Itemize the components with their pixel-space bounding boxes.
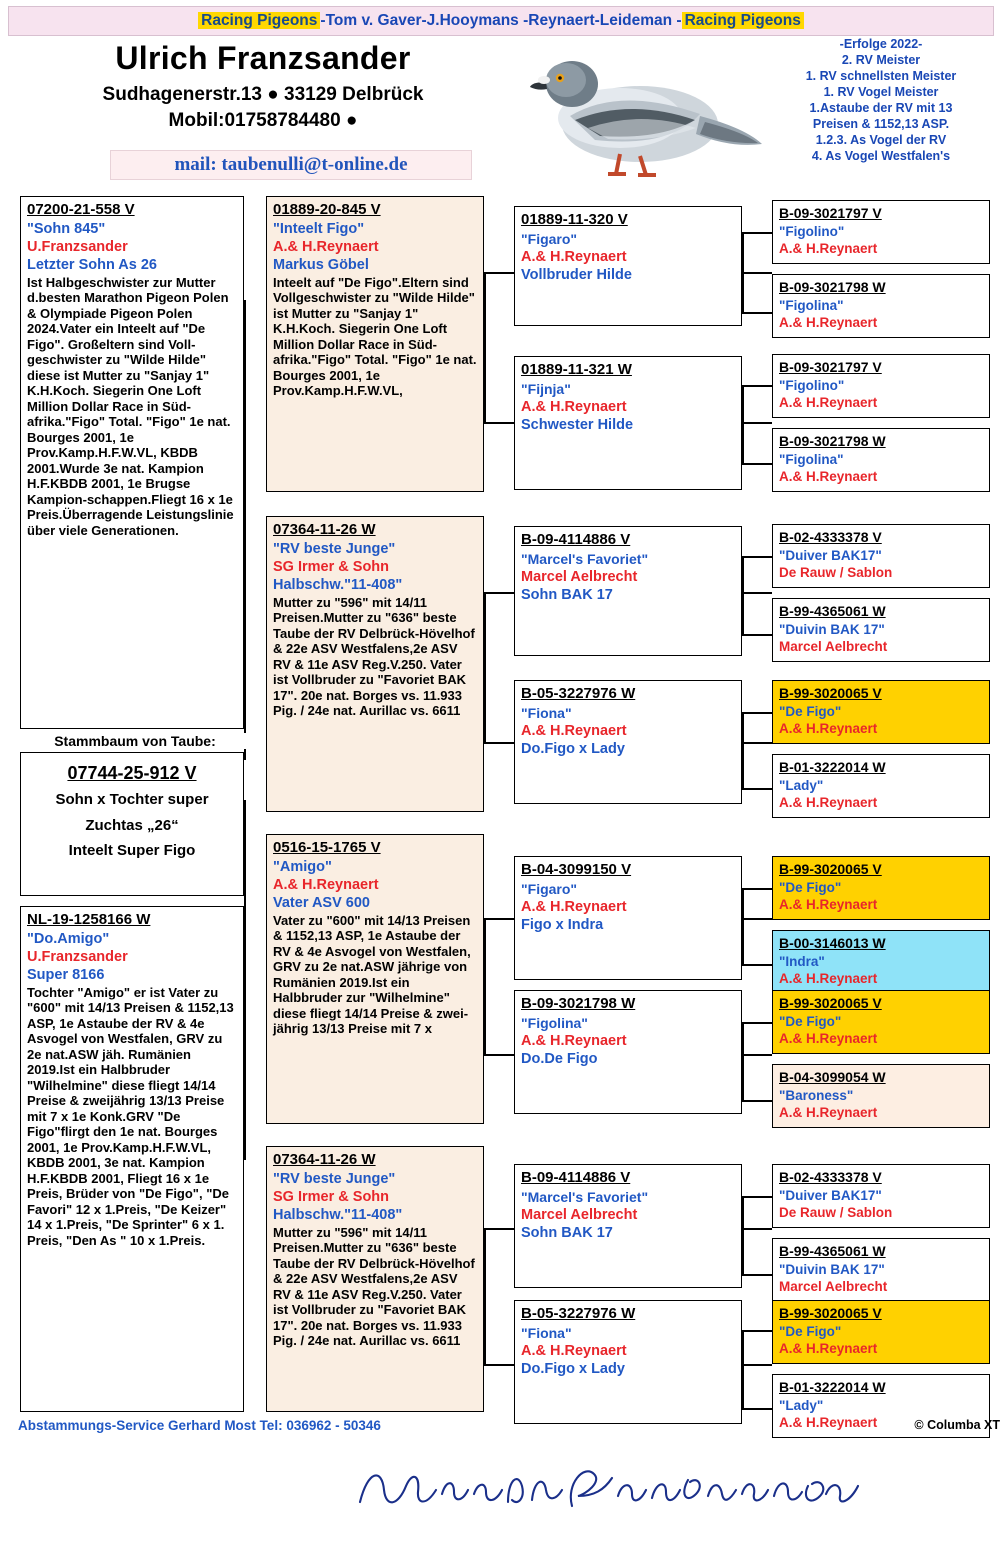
- pigeon-name: "Lady": [779, 1398, 824, 1413]
- pigeon-subtitle: Vollbruder Hilde: [521, 267, 632, 283]
- ring-number: B-02-4333378 V: [779, 529, 882, 545]
- achievement-3: 1. RV Vogel Meister: [823, 85, 939, 99]
- pigeon-owner: A.& H.Reynaert: [273, 877, 379, 893]
- achievement-2: 1. RV schnellsten Meister: [805, 69, 957, 83]
- ring-number: B-09-4114886 V: [521, 1169, 631, 1186]
- ring-number: B-04-3099054 W: [779, 1069, 886, 1085]
- connector: [742, 385, 744, 463]
- pigeon-description: Tochter "Amigo" er ist Vater zu "600" mit 14/13 Preisen & 1152,13 ASP, 1e Astaube der RV & 4e Asvogel von Westfalen, GRV zu 2e nat.ASW jäh. Rumänien 2019.Ist ein Halbbruder "Wilhelmine" diese fliegt 14/14 Preise & zweijährig 13/13 Preise mit 7 x 1e Konk.GRV "De Figo"flirgt den 1e nat. Bourges 2001, 1e Prov.Kamp.H.F.W.VL, KBDB 2001, 3e nat. Kampion H.F.KBDB 2001, Fliegt 16 x 1e Preis, Brüder von "De Figo", "De Favori" 12 x 1.Preis, "De Keizer" 14 x 1.Preis, "De Sprinter" 6 x 1. Preis, "Den As " 10 x 1.Preis.: [27, 985, 234, 1248]
- pigeon-owner: Marcel Aelbrecht: [779, 1279, 888, 1294]
- pedigree-box-g4-11[interactable]: [772, 990, 990, 1054]
- connector: [742, 463, 772, 465]
- pigeon-name: "Sohn 845": [27, 221, 106, 237]
- ring-number: 01889-11-321 W: [521, 361, 632, 378]
- pedigree-box-g3-2[interactable]: [514, 356, 742, 490]
- pigeon-owner: De Rauw / Sablon: [779, 565, 893, 580]
- ring-number: 01889-20-845 V: [273, 201, 381, 218]
- footer-service: Abstammungs-Service Gerhard Most Tel: 036962 - 50346: [18, 1418, 381, 1433]
- pigeon-owner: Marcel Aelbrecht: [521, 569, 638, 585]
- stammbaum-label: Stammbaum von Taube:: [20, 733, 250, 749]
- pedigree-box-g4-12[interactable]: [772, 1064, 990, 1128]
- pedigree-box-g2-1[interactable]: [266, 196, 484, 492]
- pigeon-name: "Duivin BAK 17": [779, 622, 885, 637]
- pedigree-box-g4-4[interactable]: [772, 428, 990, 492]
- signature: [350, 1450, 870, 1530]
- top-banner-text: [198, 12, 804, 30]
- top-banner: [8, 6, 994, 36]
- pigeon-name: "Figolina": [779, 298, 844, 313]
- connector: [742, 1022, 744, 1100]
- pigeon-subtitle: Markus Göbel: [273, 257, 369, 273]
- pedigree-box-g3-7[interactable]: [514, 1164, 742, 1288]
- pigeon-owner: A.& H.Reynaert: [521, 723, 627, 739]
- pigeon-name: "Inteelt Figo": [273, 221, 365, 237]
- pigeon-name: "De Figo": [779, 880, 842, 895]
- pedigree-box-g2-2[interactable]: [266, 516, 484, 812]
- connector: [484, 592, 514, 594]
- pedigree-box-g3-6[interactable]: [514, 990, 742, 1114]
- connector: [742, 232, 772, 234]
- connector: [742, 888, 772, 890]
- pigeon-owner: SG Irmer & Sohn: [273, 1189, 390, 1205]
- ring-number: B-99-3020065 V: [779, 861, 882, 877]
- pigeon-owner: A.& H.Reynaert: [779, 1105, 878, 1120]
- connector: [742, 592, 772, 594]
- pigeon-subtitle: Figo x Indra: [521, 917, 604, 933]
- pigeon-name: "Figaro": [521, 881, 578, 897]
- pedigree-box-g2-3[interactable]: [266, 834, 484, 1124]
- top-banner-middle: -Tom v. Gaver-J.Hooymans -Reynaert-Leideman -: [320, 12, 682, 29]
- connector: [742, 1022, 772, 1024]
- subject-line3: Inteelt Super Figo: [68, 842, 196, 859]
- connector: [742, 1100, 772, 1102]
- ring-number: B-99-3020065 V: [779, 995, 882, 1011]
- connector: [742, 1330, 744, 1408]
- connector: [742, 1196, 772, 1198]
- ring-number: B-05-3227976 W: [521, 685, 636, 702]
- ring-number: B-00-3146013 W: [779, 935, 886, 951]
- pigeon-subtitle: Letzter Sohn As 26: [27, 257, 157, 273]
- pigeon-owner: A.& H.Reynaert: [779, 1341, 878, 1356]
- pedigree-box-g3-1[interactable]: [514, 206, 742, 326]
- pigeon-owner: A.& H.Reynaert: [779, 971, 878, 986]
- pigeon-owner: A.& H.Reynaert: [521, 399, 627, 415]
- pigeon-subtitle: Super 8166: [27, 967, 105, 983]
- pigeon-name: "Marcel's Favoriet": [521, 1189, 649, 1205]
- pigeon-name: "Lady": [779, 778, 824, 793]
- connector: [742, 788, 772, 790]
- connector: [484, 918, 486, 1054]
- pigeon-owner: A.& H.Reynaert: [779, 721, 878, 736]
- connector: [244, 300, 246, 760]
- ring-number: B-04-3099150 V: [521, 861, 632, 878]
- ring-number: 07364-11-26 W: [273, 521, 376, 538]
- pigeon-owner: A.& H.Reynaert: [521, 1343, 627, 1359]
- achievement-4: 1.Astaube der RV mit 13: [809, 101, 953, 115]
- connector: [484, 272, 514, 274]
- connector: [742, 634, 772, 636]
- ring-number: B-09-3021797 V: [779, 359, 882, 375]
- connector: [742, 712, 772, 714]
- pedigree-box-g4-2[interactable]: [772, 274, 990, 338]
- achievements-list: [770, 36, 992, 164]
- subject-line1: Sohn x Tochter super: [55, 791, 209, 808]
- connector: [742, 232, 744, 312]
- pigeon-description: Mutter zu "596" mit 14/11 Preisen.Mutter zu "636" beste Taube der RV Delbrück-Hövelhof & 22e ASV Westfalens,2e ASV RV & 11e ASV Reg.V.250. Vater ist Vollbruder zu "Favoriet BAK 17". 20e nat. Borges vs. 11.933 Pig. / 24e nat. Aurillac vs. 6611: [273, 1225, 475, 1349]
- pedigree-box-g4-7[interactable]: [772, 680, 990, 744]
- pigeon-name: "Figolino": [779, 378, 845, 393]
- pigeon-owner: A.& H.Reynaert: [779, 1415, 878, 1430]
- pigeon-name: "Fiona": [521, 1325, 572, 1341]
- pigeon-name: "RV beste Junge": [273, 1171, 396, 1187]
- pigeon-name: "Baroness": [779, 1088, 854, 1103]
- pedigree-box-g4-5[interactable]: [772, 524, 990, 588]
- connector: [742, 1364, 772, 1366]
- connector: [742, 712, 744, 788]
- pigeon-name: "Fiona": [521, 705, 572, 721]
- ring-number: B-99-4365061 W: [779, 1243, 886, 1259]
- pedigree-box-g4-6[interactable]: [772, 598, 990, 662]
- pigeon-owner: A.& H.Reynaert: [779, 241, 878, 256]
- ring-number: 07364-11-26 W: [273, 1151, 376, 1168]
- connector: [742, 422, 772, 424]
- pedigree-box-g3-3[interactable]: [514, 526, 742, 656]
- breeder-email[interactable]: mail: taubenulli@t-online.de: [110, 150, 472, 180]
- pigeon-subtitle: Sohn BAK 17: [521, 587, 613, 603]
- connector: [742, 1408, 772, 1410]
- connector: [742, 888, 744, 964]
- pigeon-name: "Figolino": [779, 224, 845, 239]
- pigeon-name: "Amigo": [273, 859, 332, 875]
- achievement-5: Preisen & 1152,13 ASP.: [812, 117, 950, 131]
- pigeon-owner: A.& H.Reynaert: [779, 795, 878, 810]
- breeder-address: Sudhagenerstr.13 ● 33129 Delbrück: [102, 84, 424, 105]
- ring-number: B-09-3021797 V: [779, 205, 882, 221]
- ring-number: 07200-21-558 V: [27, 201, 135, 218]
- ring-number: B-05-3227976 W: [521, 1305, 636, 1322]
- pigeon-owner: Marcel Aelbrecht: [521, 1207, 638, 1223]
- achievement-7: 4. As Vogel Westfalen's: [811, 149, 951, 163]
- ring-number: B-01-3222014 W: [779, 1379, 886, 1395]
- pigeon-name: "Duiver BAK17": [779, 548, 882, 563]
- pigeon-subtitle: Do.Figo x Lady: [521, 741, 625, 757]
- ring-number: B-99-4365061 W: [779, 603, 886, 619]
- top-banner-right: Racing Pigeons: [682, 12, 804, 29]
- pigeon-name: "Figolina": [779, 452, 844, 467]
- subject-line2: Zuchtas „26“: [85, 816, 179, 834]
- connector: [742, 1196, 744, 1274]
- pedigree-box-sire[interactable]: [20, 196, 244, 729]
- connector: [742, 1274, 772, 1276]
- pigeon-owner: A.& H.Reynaert: [779, 1031, 878, 1046]
- pigeon-owner: A.& H.Reynaert: [521, 249, 627, 265]
- connector: [484, 1228, 486, 1364]
- pigeon-owner: A.& H.Reynaert: [521, 1033, 627, 1049]
- connector: [742, 918, 772, 920]
- pigeon-subtitle: Sohn BAK 17: [521, 1225, 613, 1241]
- achievement-1: 2. RV Meister: [841, 53, 921, 67]
- connector: [742, 1228, 772, 1230]
- footer-copyright: © Columba XT: [914, 1418, 1000, 1432]
- connector: [742, 272, 772, 274]
- pigeon-name: "Do.Amigo": [27, 931, 110, 947]
- connector: [484, 1054, 514, 1056]
- achievement-0: -Erfolge 2022-: [839, 37, 923, 51]
- ring-number: B-02-4333378 V: [779, 1169, 882, 1185]
- pigeon-description: Vater zu "600" mit 14/13 Preisen & 1152,13 ASP, 1e Astaube der RV & 4e Asvogel von Westfalen, GRV zu 2e nat.ASW jährige von Rumänien 2019.Ist ein Halbbruder zur "Wilhelmine" diese fliegt 14/14 Preise & zwei-jährig 13/13 Preise mit 7 x: [273, 913, 471, 1037]
- connector: [244, 800, 246, 1160]
- pigeon-subtitle: Do.De Figo: [521, 1051, 598, 1067]
- pedigree-box-g4-3[interactable]: [772, 354, 990, 418]
- pedigree-box-g4-9[interactable]: [772, 856, 990, 920]
- pigeon-owner: SG Irmer & Sohn: [273, 559, 390, 575]
- connector: [484, 1228, 514, 1230]
- ring-number: 01889-11-320 V: [521, 211, 628, 228]
- ring-number: 0516-15-1765 V: [273, 839, 381, 856]
- pedigree-box-g3-8[interactable]: [514, 1300, 742, 1424]
- pigeon-name: "De Figo": [779, 704, 842, 719]
- connector: [742, 964, 772, 966]
- connector: [484, 422, 514, 424]
- ring-number: B-09-3021798 W: [779, 433, 886, 449]
- pigeon-description: Ist Halbgeschwister zur Mutter d.besten Marathon Pigeon Polen & Olympiade Pigeon Polen 2024.Vater ein Inteelt auf "De Figo". Großeltern sind Voll-geschwister zu "Wilde Hilde" diese ist Mutter zu "Sanjay 1" K.H.Koch. Siegerin One Loft Million Dollar Race in Süd-afrika."Figo" Total. "Figo" 1e nat. Bourges 2001, 1e Prov.Kamp.H.F.W.VL, KBDB 2001.Wurde 3e nat. Kampion H.F.KBDB 2001, 1e Brugse Kampion-schappen.Fliegt 16 x 1e Preis.Überragende Leistungslinie über viele Generationen.: [27, 275, 234, 538]
- connector: [742, 385, 772, 387]
- pigeon-owner: A.& H.Reynaert: [779, 469, 878, 484]
- ring-number: B-09-4114886 V: [521, 531, 631, 548]
- pigeon-description: Mutter zu "596" mit 14/11 Preisen.Mutter zu "636" beste Taube der RV Delbrück-Hövelhof & 22e ASV Westfalens,2e ASV RV & 11e ASV Reg.V.250. Vater ist Vollbruder zu "Favoriet BAK 17". 20e nat. Borges vs. 11.933 Pig. / 24e nat. Aurillac vs. 6611: [273, 595, 475, 719]
- pigeon-name: "Figolina": [521, 1015, 588, 1031]
- pigeon-description: Inteelt auf "De Figo".Eltern sind Vollgeschwister zu "Wilde Hilde" ist Mutter zu "Sanjay 1" K.H.Koch. Siegerin One Loft Million Dollar Race in Süd-afrika."Figo" Total. "Figo" 1e nat. Bourges 2001, 1e Prov.Kamp.H.F.W.VL,: [273, 275, 477, 399]
- connector: [742, 1054, 772, 1056]
- subject-ring-number: 07744-25-912 V: [67, 763, 197, 783]
- connector: [484, 918, 514, 920]
- pedigree-box-g3-4[interactable]: [514, 680, 742, 804]
- pedigree-box-g4-15[interactable]: [772, 1300, 990, 1364]
- ring-number: B-99-3020065 V: [779, 1305, 882, 1321]
- pigeon-name: "Duiver BAK17": [779, 1188, 882, 1203]
- connector: [742, 742, 772, 744]
- pedigree-box-g4-14[interactable]: [772, 1238, 990, 1302]
- pedigree-box-g4-10[interactable]: [772, 930, 990, 994]
- pigeon-name: "Marcel's Favoriet": [521, 551, 649, 567]
- ring-number: B-09-3021798 W: [779, 279, 886, 295]
- pigeon-owner: De Rauw / Sablon: [779, 1205, 893, 1220]
- pigeon-owner: U.Franzsander: [27, 239, 128, 255]
- pedigree-box-g3-5[interactable]: [514, 856, 742, 980]
- pedigree-box-g2-4[interactable]: [266, 1146, 484, 1412]
- connector: [484, 742, 514, 744]
- pigeon-name: "De Figo": [779, 1014, 842, 1029]
- connector: [742, 556, 744, 634]
- pigeon-owner: Marcel Aelbrecht: [779, 639, 888, 654]
- pigeon-owner: U.Franzsander: [27, 949, 128, 965]
- pigeon-name: "Indra": [779, 954, 825, 969]
- pedigree-box-subject[interactable]: [20, 752, 244, 896]
- pigeon-subtitle: Vater ASV 600: [273, 895, 370, 911]
- achievement-6: 1.2.3. As Vogel der RV: [815, 133, 947, 147]
- pedigree-box-g4-8[interactable]: [772, 754, 990, 818]
- ring-number: B-01-3222014 W: [779, 759, 886, 775]
- pigeon-name: "Fijnja": [521, 381, 571, 397]
- pedigree-box-g4-1[interactable]: [772, 200, 990, 264]
- pigeon-photo: [500, 36, 770, 186]
- top-banner-left: Racing Pigeons: [198, 12, 320, 29]
- connector: [484, 1364, 514, 1366]
- pigeon-name: "RV beste Junge": [273, 541, 396, 557]
- connector: [742, 556, 772, 558]
- ring-number: B-99-3020065 V: [779, 685, 882, 701]
- breeder-mobile: Mobil:01758784480 ●: [168, 110, 358, 131]
- pigeon-subtitle: Do.Figo x Lady: [521, 1361, 625, 1377]
- pedigree-box-g4-13[interactable]: [772, 1164, 990, 1228]
- ring-number: NL-19-1258166 W: [27, 911, 151, 928]
- pigeon-name: "Figaro": [521, 231, 578, 247]
- pigeon-name: "De Figo": [779, 1324, 842, 1339]
- connector: [484, 272, 486, 422]
- ring-number: B-09-3021798 W: [521, 995, 636, 1012]
- pigeon-owner: A.& H.Reynaert: [779, 897, 878, 912]
- connector: [742, 1330, 772, 1332]
- pedigree-box-dam[interactable]: [20, 906, 244, 1412]
- pigeon-name: "Duivin BAK 17": [779, 1262, 885, 1277]
- pigeon-owner: A.& H.Reynaert: [779, 315, 878, 330]
- pigeon-owner: A.& H.Reynaert: [273, 239, 379, 255]
- connector: [742, 312, 772, 314]
- connector: [484, 592, 486, 742]
- pigeon-subtitle: Halbschw."11-408": [273, 1207, 403, 1223]
- breeder-name: Ulrich Franzsander: [115, 40, 411, 76]
- pigeon-subtitle: Halbschw."11-408": [273, 577, 403, 593]
- pigeon-owner: A.& H.Reynaert: [779, 395, 878, 410]
- pigeon-owner: A.& H.Reynaert: [521, 899, 627, 915]
- pigeon-subtitle: Schwester Hilde: [521, 417, 634, 433]
